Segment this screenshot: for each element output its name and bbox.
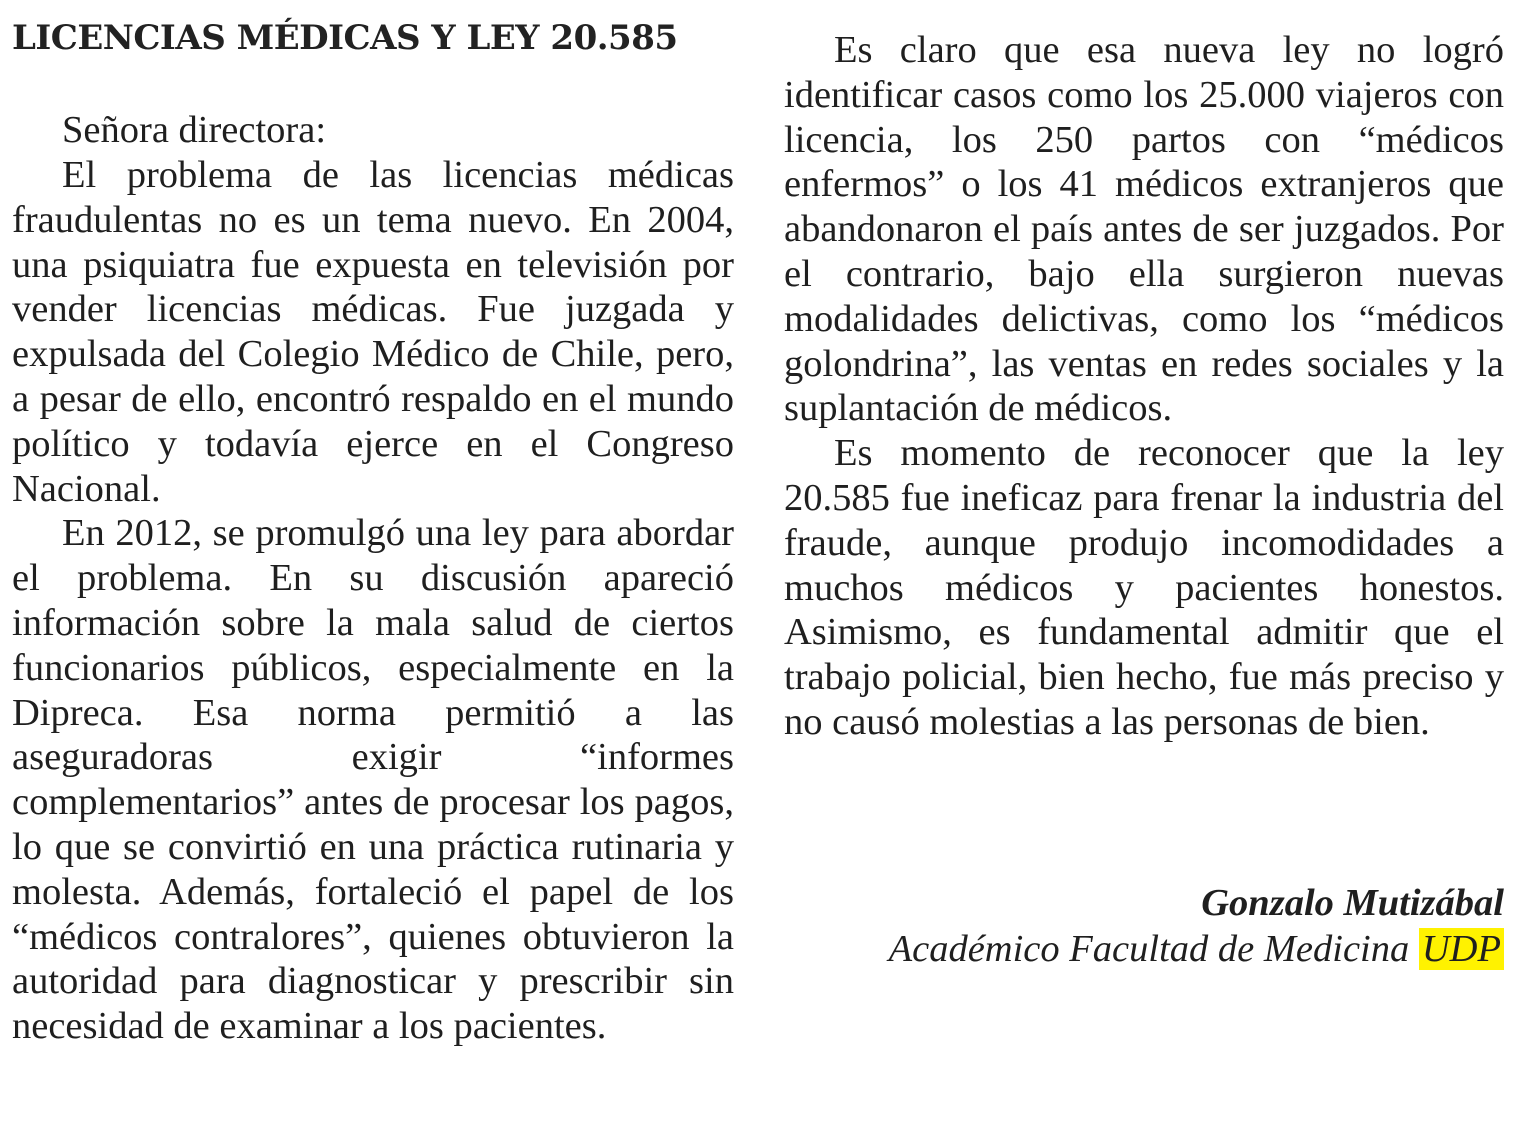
right-column: [784, 28, 1504, 745]
paragraph-2: En 2012, se promulgó una ley para abordar el problema. En su discusión apareció información sobre la mala salud de ciertos funcionarios públicos, especialmente en la Dipreca. Esa norma permitió a las aseguradoras exigir “informes complementarios” antes de procesar los pagos, lo que se convirtió en una práctica rutinaria y molesta. Además, fortaleció el papel de los “médicos contralores”, quienes obtuvieron la autoridad para diagnosticar y prescribir sin necesidad de examinar a los pacientes.: [12, 512, 734, 1048]
author-name: Gonzalo Mutizábal: [1201, 882, 1504, 924]
letter-salutation: [12, 108, 734, 153]
left-column: [12, 153, 734, 1049]
paragraph-4: Es momento de reconocer que la ley 20.585 fue ineficaz para frenar la industria del fraude, aunque produjo incomodidades a muchos médicos y pacientes honestos. Asimismo, es fundamental admitir que el trabajo policial, bien hecho, fue más preciso y no causó molestias a las personas de bien.: [784, 432, 1504, 743]
salutation-text: Señora directora:: [62, 109, 327, 151]
article-headline: LICENCIAS MÉDICAS Y LEY 20.585: [12, 18, 678, 58]
letter-signature: [889, 880, 1504, 972]
paragraph-3: Es claro que esa nueva ley no logró identificar casos como los 25.000 viajeros con licencia, los 250 partos con “médicos enfermos” o los 41 médicos extranjeros que abandonaron el país antes de ser juzgados. Por el contrario, bajo ella surgieron nuevas modalidades delictivas, como los “médicos golondrina”, las ventas en redes sociales y la suplantación de médicos.: [784, 29, 1504, 430]
author-role-prefix: Académico Facultad de Medicina: [888, 928, 1410, 970]
paragraph-1: El problema de las licencias médicas fraudulentas no es un tema nuevo. En 2004, una psiquiatra fue expuesta en televisión por vender licencias médicas. Fue juzgada y expulsada del Colegio Médico de Chile, pero, a pesar de ello, encontró respaldo en el mundo político y todavía ejerce en el Congreso Nacional.: [12, 154, 734, 510]
institution-highlight: UDP: [1419, 928, 1504, 970]
author-role: [889, 926, 1504, 972]
